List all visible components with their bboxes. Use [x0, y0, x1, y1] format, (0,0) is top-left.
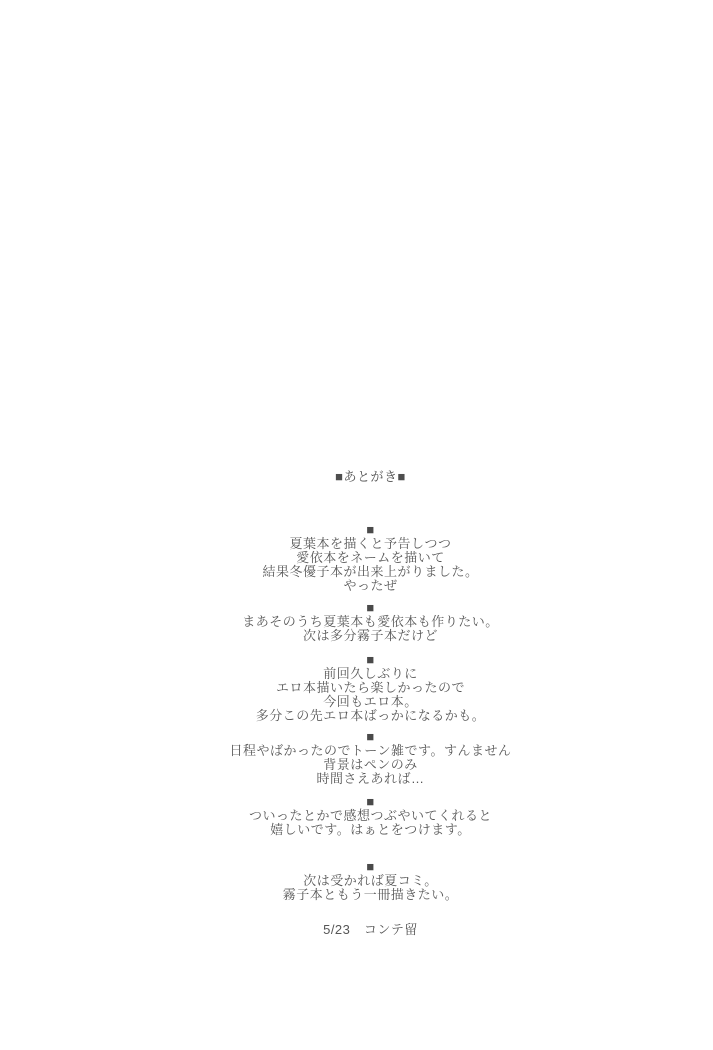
text-line: 時間さえあれば… — [316, 771, 425, 786]
section-marker-icon: ■ — [366, 794, 375, 809]
text-line: 多分この先エロ本ばっかになるかも。 — [255, 708, 486, 723]
date-signature: 5/23 コンテ留 — [323, 922, 418, 937]
afterword-section-4 — [14, 730, 713, 786]
text-line: 背景はペンのみ — [323, 757, 418, 772]
text-line: 前回久しぶりに — [323, 666, 418, 681]
text-line: ついったとかで感想つぶやいてくれると — [248, 808, 492, 823]
text-line: まあそのうち夏葉本も愛依本も作りたい。 — [242, 614, 499, 629]
text-line: 次は多分霧子本だけど — [302, 628, 438, 643]
section-marker-icon: ■ — [366, 522, 375, 537]
text-line: 霧子本ともう一冊描きたい。 — [282, 887, 459, 902]
text-line: やったぜ — [343, 578, 398, 593]
section-marker-icon: ■ — [366, 600, 375, 615]
afterword-content — [14, 0, 713, 937]
afterword-section-5 — [14, 795, 713, 837]
text-line: エロ本描いたら楽しかったので — [275, 680, 465, 695]
section-marker-icon: ■ — [366, 729, 375, 744]
afterword-section-3 — [14, 653, 713, 723]
afterword-section-6 — [14, 860, 713, 902]
text-line: 結果冬優子本が出来上がりました。 — [262, 564, 479, 579]
text-line: 夏葉本を描くと予告しつつ — [289, 536, 452, 551]
text-line: 日程やばかったのでトーン雑です。すんません — [229, 743, 512, 758]
text-line: 嬉しいです。はぁとをつけます。 — [270, 822, 471, 837]
text-line: 次は受かれば夏コミ。 — [303, 873, 438, 888]
afterword-section-2 — [14, 601, 713, 643]
section-marker-icon: ■ — [366, 859, 375, 874]
section-marker-icon: ■ — [366, 652, 375, 667]
text-line: 愛依本をネームを描いて — [296, 550, 445, 565]
afterword-section-1 — [14, 523, 713, 593]
page-title: ■あとがき■ — [335, 469, 406, 484]
text-line: 今回もエロ本。 — [323, 694, 418, 709]
